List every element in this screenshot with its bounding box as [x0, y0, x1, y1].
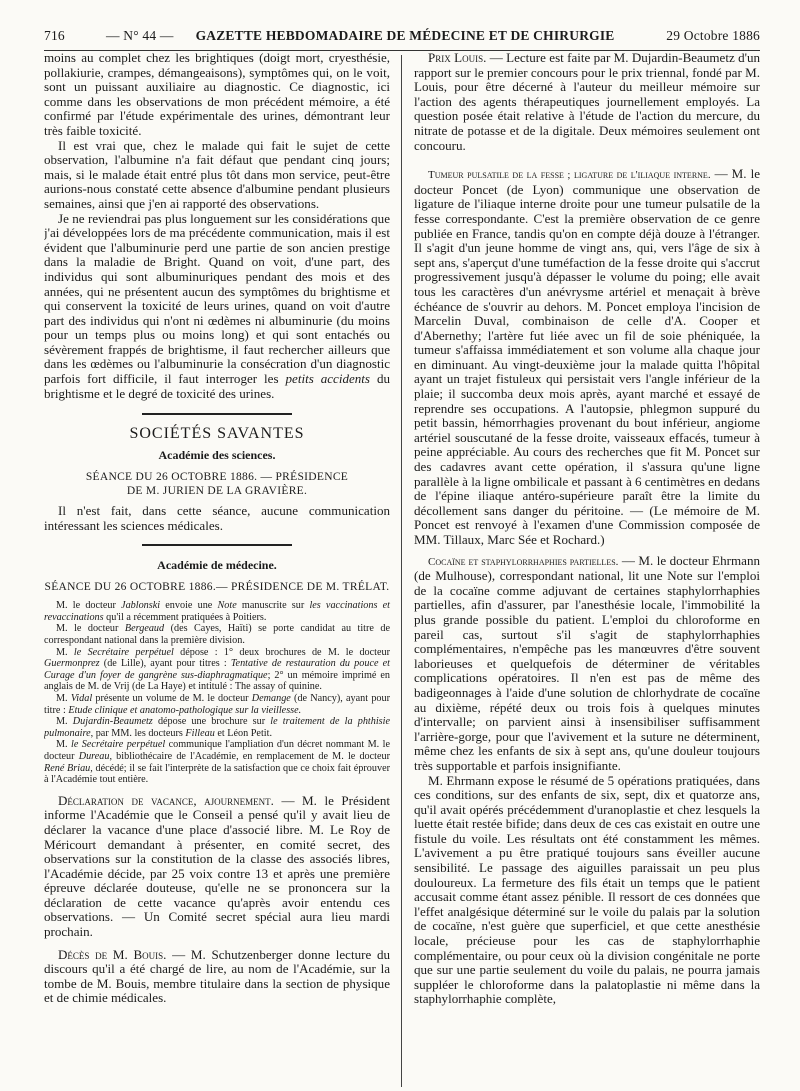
societes-title: SOCIÉTÉS SAVANTES [129, 425, 305, 443]
left-column [44, 51, 401, 1091]
page-header [44, 28, 760, 44]
correspondence-item: M. le docteur Jablonski envoie une Note manuscrite sur les vaccinations et revaccinations qu'il a récemment pratiquées à Poitiers. [44, 600, 390, 623]
prix-louis-paragraph: Prix Louis. — Lecture est faite par M. Dujardin-Beaumetz d'un rapport sur le premier concours pour le prix triennal, fondé par M. Louis, pour être décerné à l'auteur du meilleur mémoire sur l'action des agents thérapeutiques journellement employés. La question posée était relative à l'étude de l'action du mercure, du nitrate de potasse et de la digitale. Deux mémoires seulement ont concouru. [414, 51, 760, 153]
journal-title: GAZETTE HEBDOMADAIRE DE MÉDECINE ET DE CHIRURGIE [195, 28, 615, 43]
academie-medecine-title: Académie de médecine. [157, 557, 277, 572]
page-number: 716 [44, 28, 65, 43]
correspondence-item: M. le Secrétaire perpétuel communique l'ampliation d'un décret nommant M. le docteur Dureau, bibliothécaire de l'Académie, en remplacement de M. le docteur René Briau, décédé; il se fait l'interprète de la satisfaction que ce choix fait éprouver à l'Académie tout entière. [44, 739, 390, 786]
left-paragraph-2: Il est vrai que, chez le malade qui fait le sujet de cette observation, l'albumine n'a fait défaut que pendant cinq jours; mais, si le malade était entré plus tôt dans mon service, peut-être aurions-nous constaté cette absence d'albumine pendant plusieurs semaines, ainsi que j'en ai rapporté des observations. [44, 137, 390, 211]
deces-paragraph: Décès de M. Bouis. — M. Schutzenberger donne lecture du discours qu'il a été chargé de lire, au nom de l'Académie, sur la tombe de M. Bouis, membre titulaire dans la section de physique et de chimie médicales. [44, 946, 391, 1006]
left-paragraph-3: Je ne reviendrai pas plus longuement sur les considérations que j'ai développées lors de ma précédente communication, mais il est évident que l'albuminurie perd une partie de son ancien prestige dans la maladie de Bright. Quand on voit, d'une part, des individus qui sont albuminuriques pendant des mois et des années, qui ne présentent aucun des symptômes du brightisme et qui conservent la toxicité de leurs urines, quand on voit d'autre part des individus qui n'ont ni œdèmes ni albuminurie (du moins pour un temps plus ou moins long) et qui sont entachés ou sévèrement frappés de brightisme, il faut rechercher ailleurs que dans les œdèmes ou l'albuminurie la consécration d'un diagnostic parfois fort difficile, il faut interroger les petits accidents du brightisme et le degré de toxicité des urines. [44, 210, 390, 401]
correspondence-item: M. le Secrétaire perpétuel dépose : 1° deux brochures de M. le docteur Guermonprez (de Lille), ayant pour titres : Tentative de restauration du pouce et Curage d'un foyer de gangrène sus-diaphragmatique; 2° un mémoire imprimé en anglais de M. de Vrij (de La Haye) et intitulé : The assay of quinine. [44, 646, 391, 693]
sciences-text: Il n'est fait, dans cette séance, aucune communication intéressant les sciences médicales. [44, 503, 390, 534]
tumeur-paragraph: Tumeur pulsatile de la fesse ; ligature de l'iliaque interne. — M. le docteur Poncet (de Lyon) communique une observation de ligature de l'iliaque interne droite pour une tumeur pulsatile de la fesse correspondante. C'est la première observation de ce genre publiée en France, tandis qu'on en compte déjà douze à l'étranger. Il s'agit d'un jeune homme de vingt ans, qui, vers l'âge de six à sept ans, s'aperçut d'une tuméfaction de la fesse droite qui s'accrut progressivement jusqu'à dépasser le volume du poing; elle avait tous les caractères d'un anévrysme artériel et menaçait à brève échéance de s'ouvrir au dehors. M. Poncet employa l'incision de Marcelin Duval, combinaison de celle d'A. Cooper et d'Abernethy; l'artère fut liée avec un fil de soie phéniquée, la tumeur s'affaissa immédiatement et son volume alla chaque jour en diminuant. Au vingt-deuxième jour la malade quitta l'hôpital ayant un trajet fistuleux qui persistait vers l'angle inférieur de la plaie; il succomba deux mois après, ayant marché et essayé de reprendre ses occupations. A l'autopsie, phlegmon suppuré du petit bassin, hémorrhagies provenant du bout inférieur, angiome artériel souscutané de la fesse droite, vaisseaux effacés, tumeur à peine appréciable. Au cours des recherches que fit M. Poncet sur des cadavres avant cette opération, il s'assura qu'une ligne parallèle à la ligne ombilicale et passant à 6 centimètres en dedans de l'épine iliaque antéro-supérieure paraît être la limite du décollement sans danger du péritoine. — (Le mémoire de M. Poncet est renvoyé à l'examen d'une Commission composée de MM. Tillaux, Marc Sée et Rochard.) [414, 166, 760, 547]
academie-sciences-title: Académie des sciences. [158, 447, 276, 462]
left-paragraph-1: moins au complet chez les brightiques (doigt mort, cryesthésie, pollakiurie, crampes, démangeaisons), symptômes qui, on le voit, sont un puissant auxiliaire au diagnostic. Ce diagnostic, ici comme dans les observations de mon précédent mémoire, a été confirmé par l'étude expérimentale des urines, démontrant leur très faible toxicité. [44, 51, 390, 138]
right-column [402, 51, 760, 1091]
correspondence-list [44, 600, 390, 786]
issue-number: — N° 44 — [106, 28, 174, 43]
correspondence-item: M. Dujardin-Beaumetz dépose une brochure sur le traitement de la phthisie pulmonaire, par MM. les docteurs Filleau et Léon Petit. [44, 716, 390, 739]
seance-medecine: SÉANCE DU 26 OCTOBRE 1886.— PRÉSIDENCE DE M. TRÉLAT. [44, 581, 390, 594]
correspondence-item: M. le docteur Bergeaud (des Cayes, Haïti) se porte candidat au titre de correspondant national dans la première division. [44, 623, 390, 646]
issue-date: 29 Octobre 1886 [666, 28, 760, 43]
vacance-paragraph: Déclaration de vacance, ajournement. — M. le Président informe l'Académie que le Conseil a pensé qu'il y avait lieu de déclarer la vacance d'une place d'associé libre. M. Le Roy de Méricourt demandant à présenter, en comité secret, des observations sur la constitution de la classe des associés libres, l'Académie décide, par 25 voix contre 13 et après une première épreuve déclarée douteuse, qu'elle ne se prononcera sur la déclaration de cette vacance qu'après avoir entendu ces observations. — Un Comité secret spécial aura lieu mardi prochain. [44, 792, 390, 940]
cocaine-paragraph: Cocaïne et staphylorrhaphies partielles. — M. le docteur Ehrmann (de Mulhouse), correspondant national, lit une Note sur l'emploi de la cocaïne comme adjuvant de certaines staphylorrhaphies partielles, afin d'assurer, par l'anesthésie locale, l'immobilité la plus grande possible du patient. L'emploi du chloroforme en pareil cas, surtout s'il s'agit de staphylorrhaphies complémentaires, n'empêche pas les manœuvres d'être souvent laborieuses et quelquefois de déterminer de véritables complications opératoires. Il n'en est pas de même des badigeonnages à l'aide d'une solution de chlorhydrate de cocaïne au dixième, répété deux ou trois fois à quelques minutes d'intervalle; on parvient ainsi à insensibiliser suffisamment l'arrière-gorge, pour que l'avivement et la suture ne déterminent, même chez les enfants de six à sept ans, qu'une douleur toujours très supportable et parfois insignifiante. [414, 552, 760, 773]
ehrmann-paragraph: M. Ehrmann expose le résumé de 5 opérations pratiquées, dans ces conditions, sur des enfants de six, sept, dix et quatorze ans, qu'il avait opérés précédemment d'uranoplastie et chez lesquels la luette était restée bifide; dans deux de ces cas existait en outre une fistule du voile. Les résultats ont été constamment les mêmes. L'avivement a pu être pratiqué toujours sans éveiller aucune sensibilité. Le passage des aiguilles paraissait un peu plus douloureux. La fermeture des fils était un temps que le patient accusait comme étant assez pénible. Il ressort de ces données que l'effet analgésique déterminé sur le voile du palais par la solution de cocaïne, n'est guère que superficiel, et que cette anesthésie locale, précieuse pour les cas de staphylorrhaphie complémentaire, ou pour ceux où la division congénitale ne porte que sur une partie seulement du voile du palais, ne pourra jamais suppléer le chloroforme dans la palatoplastie ni même dans la staphylorrhaphie complète, [414, 772, 760, 1007]
section-divider-2 [142, 544, 292, 546]
correspondence-item: M. Vidal présente un volume de M. le docteur Demange (de Nancy), ayant pour titre : Etude clinique et anatomo-pathologique sur la vieillesse. [44, 692, 390, 716]
section-divider [142, 413, 292, 415]
seance-sciences: SÉANCE DU 26 OCTOBRE 1886. — PRÉSIDENCE DE M. JURIEN DE LA GRAVIÈRE. [85, 471, 349, 498]
